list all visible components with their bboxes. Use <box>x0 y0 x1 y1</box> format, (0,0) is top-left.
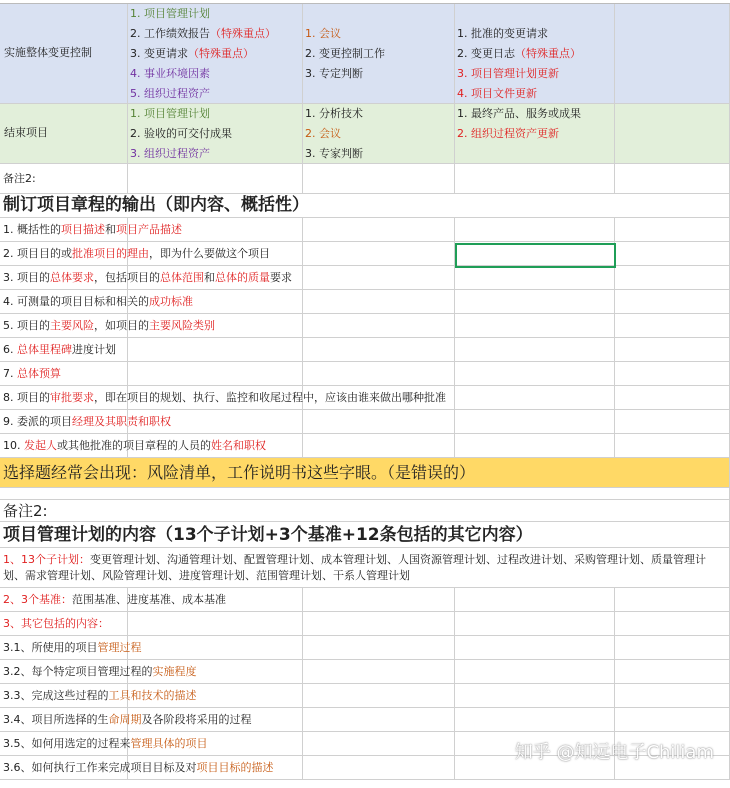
sheet-cell[interactable] <box>615 410 730 434</box>
sheet-cell[interactable] <box>455 362 615 386</box>
plain-text: 和 <box>105 223 116 236</box>
sheet-cell[interactable] <box>303 732 455 756</box>
other-item <box>3 660 197 684</box>
note-row[interactable] <box>0 500 730 522</box>
input-item: 1. 项目管理计划 <box>130 7 210 20</box>
sheet-cell[interactable] <box>455 434 615 458</box>
output-item: 4. 项目文件更新 <box>457 87 537 100</box>
plain-text: 7. <box>3 367 17 380</box>
plain-text: 3.3、完成这些过程的 <box>3 689 109 702</box>
output-item: 1. 批准的变更请求 <box>457 27 548 40</box>
sheet-cell[interactable] <box>455 164 615 194</box>
tools-cell[interactable] <box>303 104 455 164</box>
sheet-cell[interactable] <box>303 588 455 612</box>
sheet-cell[interactable] <box>455 684 615 708</box>
sheet-cell[interactable] <box>303 218 455 242</box>
empty-cell[interactable] <box>615 104 730 164</box>
sheet-cell[interactable] <box>128 338 303 362</box>
note-label <box>3 164 36 194</box>
other-item-row[interactable] <box>0 660 730 684</box>
highlight-text: 总体里程碑 <box>17 343 72 356</box>
charter-item-row[interactable] <box>0 290 730 314</box>
section-title <box>3 194 309 216</box>
highlight-text: 3、其它包括的内容： <box>3 617 109 630</box>
plan-text: 变更管理计划、沟通管理计划、配置管理计划、成本管理计划、人国资源管理计划、过程改进计划、采购管理计划、质量管理计划、需求管理计划、风险管理计划、进度管理计划、范围管理计划、干系人管理计划 <box>3 553 706 582</box>
highlight-text: 主要风险 <box>50 319 94 332</box>
charter-item-row[interactable] <box>0 434 730 458</box>
sheet-cell[interactable] <box>615 386 730 410</box>
plain-text: 范围基准、进度基准、成本基准 <box>72 593 226 606</box>
sheet-cell[interactable] <box>128 362 303 386</box>
output-item: 2. 变更日志（特殊重点） <box>457 47 581 60</box>
output-item: 3. 项目管理计划更新 <box>457 67 559 80</box>
sheet-cell[interactable] <box>615 660 730 684</box>
sheet-cell[interactable] <box>303 434 455 458</box>
blank-row[interactable] <box>0 488 730 500</box>
sheet-cell[interactable] <box>615 362 730 386</box>
sheet-cell[interactable] <box>455 266 615 290</box>
sheet-cell[interactable] <box>455 588 615 612</box>
merged-cell[interactable] <box>0 488 730 500</box>
sheet-cell[interactable] <box>615 612 730 636</box>
plain-text: 8. 项目的 <box>3 391 50 404</box>
other-item <box>3 756 274 780</box>
plain-text: 制订项目章程的输出（即内容、概括性） <box>3 195 309 215</box>
sheet-cell[interactable] <box>615 314 730 338</box>
charter-item <box>3 266 292 290</box>
sheet-cell[interactable] <box>303 290 455 314</box>
sheet-cell[interactable] <box>128 636 303 660</box>
sheet-cell[interactable] <box>303 410 455 434</box>
highlight-text: 主要风险类别 <box>149 319 215 332</box>
charter-item-row[interactable] <box>0 314 730 338</box>
other-item <box>3 684 197 708</box>
tool-item: 1. 分析技术 <box>305 107 363 120</box>
charter-item <box>3 362 61 386</box>
emphasis-text: 管理过程 <box>97 641 142 654</box>
sheet-cell[interactable] <box>455 636 615 660</box>
highlight-text: 发起人 <box>24 439 57 452</box>
highlight-text: 项目产品描述 <box>116 223 182 236</box>
charter-item <box>3 338 116 362</box>
table-row-close-project[interactable] <box>0 104 730 164</box>
sheet-cell[interactable] <box>615 290 730 314</box>
output-item: 2. 组织过程资产更新 <box>457 127 559 140</box>
plain-text: 选择题经常会出现：风险清单，工作说明书这些字眼。（是错误的） <box>3 463 476 482</box>
plain-text: ，即在项目的规划、执行、监控和收尾过程中，应该由谁来做出哪种批准 <box>94 391 446 404</box>
sheet-cell[interactable] <box>615 338 730 362</box>
sheet-cell[interactable] <box>455 386 615 410</box>
highlight-text: 姓名和职权 <box>211 439 266 452</box>
sheet-cell[interactable] <box>615 164 730 194</box>
plan-baselines <box>3 588 226 612</box>
emphasis-text: 工具和技术的描述 <box>108 689 197 702</box>
yellow-note <box>3 458 475 488</box>
charter-item-row[interactable] <box>0 362 730 386</box>
empty-cell[interactable] <box>615 4 730 104</box>
plan-item-row[interactable] <box>0 612 730 636</box>
highlight-text: 总体要求 <box>50 271 94 284</box>
process-title: 实施整体变更控制 <box>4 46 92 59</box>
plain-text: 4. 可测量的项目目标和相关的 <box>3 295 149 308</box>
sheet-cell[interactable] <box>303 338 455 362</box>
plain-text: ，如项目的 <box>94 319 149 332</box>
charter-item <box>3 314 215 338</box>
charter-item-row[interactable] <box>0 266 730 290</box>
other-item <box>3 708 252 732</box>
sheet-cell[interactable] <box>128 164 303 194</box>
input-item: 2. 验收的可交付成果 <box>130 127 232 140</box>
highlight-text: 总体预算 <box>17 367 61 380</box>
sheet-cell[interactable] <box>303 362 455 386</box>
plain-text: 进度计划 <box>72 343 116 356</box>
outputs-cell[interactable] <box>455 104 615 164</box>
plain-text: 和 <box>204 271 215 284</box>
input-item: 3. 组织过程资产 <box>130 147 210 160</box>
process-title-cell[interactable] <box>0 4 128 104</box>
plain-text: 5. 项目的 <box>3 319 50 332</box>
output-item: 1. 最终产品、服务或成果 <box>457 107 581 120</box>
plain-text: 1. 概括性的 <box>3 223 61 236</box>
sheet-cell[interactable] <box>455 290 615 314</box>
plan-label: 1、13个子计划： <box>3 553 90 566</box>
plain-text: 要求 <box>270 271 292 284</box>
sheet-cell[interactable] <box>455 410 615 434</box>
sheet-cell[interactable] <box>615 684 730 708</box>
sheet-cell[interactable] <box>455 708 615 732</box>
plain-text: 及各阶段将采用的过程 <box>141 713 252 726</box>
emphasis-text: 项目目标的描述 <box>196 761 274 774</box>
emphasis-text: 管理具体的项目 <box>130 737 208 750</box>
highlight-text: 经理及其职责和职权 <box>72 415 171 428</box>
plain-text: 3.5、如何用选定的过程来 <box>3 737 131 750</box>
plain-text: 或其他批准的项目章程的人员的 <box>57 439 211 452</box>
outputs-cell[interactable] <box>455 4 615 104</box>
note-label <box>3 500 48 522</box>
sheet-cell[interactable] <box>455 612 615 636</box>
charter-item-row[interactable] <box>0 386 730 410</box>
plain-text: 3. 项目的 <box>3 271 50 284</box>
sheet-cell[interactable] <box>615 242 730 266</box>
section-title <box>3 522 533 548</box>
sheet-cell[interactable] <box>303 660 455 684</box>
charter-item <box>3 386 446 410</box>
plain-text: 9. 委派的项目 <box>3 415 72 428</box>
charter-item <box>3 434 266 458</box>
plain-text: 备注2: <box>3 502 48 520</box>
highlight-text: 总体范围 <box>160 271 204 284</box>
tool-item: 1. 会议 <box>305 27 341 40</box>
plan-other-label <box>3 612 109 636</box>
sheet-cell[interactable] <box>303 612 455 636</box>
plain-text: 3.4、项目所选择的生 <box>3 713 109 726</box>
plan-item-row[interactable] <box>0 548 730 588</box>
sheet-cell[interactable] <box>303 708 455 732</box>
other-item-row[interactable] <box>0 708 730 732</box>
highlight-text: 2、3个基准： <box>3 593 72 606</box>
other-item <box>3 732 208 756</box>
plain-text: 3.2、每个特定项目管理过程的 <box>3 665 153 678</box>
sheet-cell[interactable] <box>303 164 455 194</box>
charter-item-row[interactable] <box>0 218 730 242</box>
sheet-cell[interactable] <box>128 612 303 636</box>
emphasis-text: 命周期 <box>108 713 142 726</box>
sheet-cell[interactable] <box>303 266 455 290</box>
inputs-cell[interactable] <box>128 104 303 164</box>
sheet-cell[interactable] <box>615 218 730 242</box>
charter-item <box>3 242 270 266</box>
highlight-text: 批准项目的理由 <box>72 247 149 260</box>
plain-text: 备注2: <box>3 172 36 185</box>
sheet-cell[interactable] <box>615 708 730 732</box>
note-row[interactable] <box>0 164 730 194</box>
plain-text: 3.1、所使用的项目 <box>3 641 98 654</box>
sheet-cell[interactable] <box>455 660 615 684</box>
highlight-text: 项目描述 <box>61 223 105 236</box>
sheet-cell[interactable] <box>615 266 730 290</box>
charter-item <box>3 290 193 314</box>
plain-text: 2. 项目目的或 <box>3 247 72 260</box>
tools-cell[interactable] <box>303 4 455 104</box>
section-title-row[interactable] <box>0 194 730 218</box>
emphasis-text: 实施程度 <box>152 665 197 678</box>
tool-item: 2. 变更控制工作 <box>305 47 385 60</box>
charter-item-row[interactable] <box>0 338 730 362</box>
highlight-text: 审批要求 <box>50 391 94 404</box>
charter-item-row[interactable] <box>0 242 730 266</box>
input-item: 1. 项目管理计划 <box>130 107 210 120</box>
highlight-text: 成功标准 <box>149 295 193 308</box>
plain-text: ，即为什么要做这个项目 <box>149 247 270 260</box>
plain-text: 6. <box>3 343 17 356</box>
sheet-cell[interactable] <box>455 314 615 338</box>
table-row-change-control[interactable] <box>0 4 730 104</box>
plain-text: ，包括项目的 <box>94 271 160 284</box>
tool-item: 3. 专定判断 <box>305 67 363 80</box>
sheet-cell[interactable] <box>455 338 615 362</box>
process-title: 结束项目 <box>4 126 48 139</box>
tool-item: 2. 会议 <box>305 127 341 140</box>
merged-cell[interactable] <box>0 500 730 522</box>
tool-item: 3. 专家判断 <box>305 147 363 160</box>
input-item: 3. 变更请求（特殊重点） <box>130 47 254 60</box>
plain-text: 项目管理计划的内容（13个子计划+3个基准+12条包括的其它内容） <box>3 525 533 545</box>
other-item-row[interactable] <box>0 636 730 660</box>
charter-item-row[interactable] <box>0 410 730 434</box>
input-item: 4. 事业环境因素 <box>130 67 210 80</box>
plain-text: 10. <box>3 439 24 452</box>
yellow-note-row[interactable] <box>0 458 730 488</box>
sheet-cell[interactable] <box>455 218 615 242</box>
charter-item <box>3 218 182 242</box>
plan-item-row[interactable] <box>0 588 730 612</box>
sheet-cell[interactable] <box>615 636 730 660</box>
section-title-row[interactable] <box>0 522 730 548</box>
sheet-cell[interactable] <box>303 756 455 780</box>
watermark: 知乎 @知远电子Chiliam <box>514 742 714 763</box>
sheet-cell[interactable] <box>615 434 730 458</box>
plan-subplans <box>3 552 725 584</box>
highlight-text: 总体的质量 <box>215 271 270 284</box>
sheet-cell[interactable] <box>303 314 455 338</box>
other-item-row[interactable] <box>0 684 730 708</box>
process-title-cell[interactable] <box>0 104 128 164</box>
plain-text: 3.6、如何执行工作来完成项目目标及对 <box>3 761 197 774</box>
cell-selection[interactable] <box>455 243 616 268</box>
sheet-cell[interactable] <box>303 636 455 660</box>
other-item <box>3 636 142 660</box>
sheet-cell[interactable] <box>303 242 455 266</box>
input-item: 5. 组织过程资产 <box>130 87 210 100</box>
input-item: 2. 工作绩效报告（特殊重点） <box>130 27 276 40</box>
sheet-cell[interactable] <box>615 588 730 612</box>
inputs-cell[interactable] <box>128 4 303 104</box>
charter-item <box>3 410 171 434</box>
sheet-cell[interactable] <box>303 684 455 708</box>
